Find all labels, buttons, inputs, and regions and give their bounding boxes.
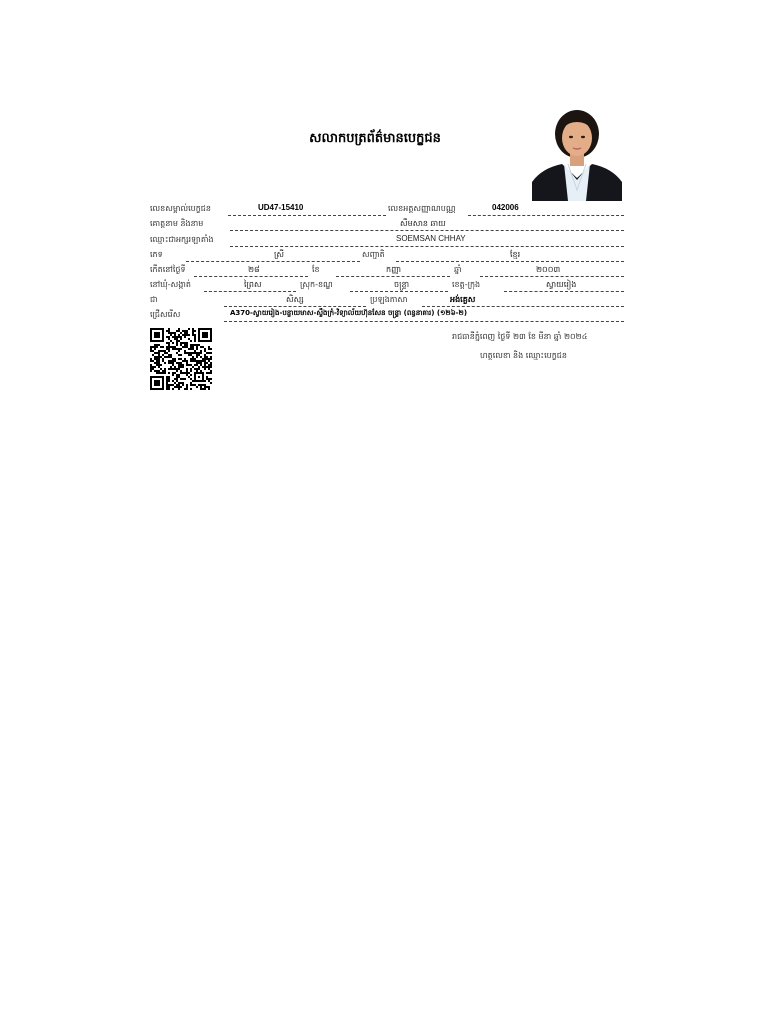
row-latin-name	[150, 234, 624, 249]
dashed-line	[350, 291, 448, 292]
dob-month-value: កញ្ញា	[386, 265, 402, 274]
latin-name-label: ឈ្មោះជាអក្សរឡាតាំង	[150, 235, 214, 244]
dashed-line	[504, 291, 624, 292]
dashed-line	[228, 215, 386, 216]
document-title: សលាកបត្រព័ត៌មានបេក្ខជន	[309, 131, 441, 146]
exam-language-label: ប្រឡងភាសា	[370, 295, 408, 304]
candidate-no-value: UD47-15410	[258, 203, 304, 212]
name-value: សឹមសាន ឆាយ	[400, 219, 446, 228]
center-label: ជ្រើសរើស	[150, 310, 181, 319]
exam-language-value: អង់គ្លេស	[450, 295, 476, 304]
dashed-line	[224, 321, 624, 322]
village-label: នៅឃុំ-សង្កាត់	[150, 280, 191, 289]
dob-year-value: ២០០៣	[536, 265, 561, 274]
dashed-line	[230, 246, 624, 247]
status-label: ជា	[150, 295, 158, 304]
province-value: ស្វាយរៀង	[546, 280, 577, 289]
nationality-label: សញ្ជាតិ	[362, 250, 385, 259]
dob-day-value: ២៨	[248, 265, 260, 274]
id-no-value: 042006	[492, 203, 519, 212]
month-label: ខែ	[312, 265, 320, 274]
row-sex-nationality	[150, 249, 624, 264]
district-value: ចន្ទ្រា	[394, 280, 410, 289]
sex-label: ភេទ	[150, 250, 163, 259]
signature-line: ហត្ថលេខា និង ឈ្មោះបេក្ខជន	[480, 351, 567, 360]
latin-name-value: SOEMSAN CHHAY	[396, 234, 466, 243]
dashed-line	[204, 291, 296, 292]
dashed-line	[468, 215, 624, 216]
id-no-label: លេខអត្តសញ្ញាណបណ្ណ	[388, 204, 456, 213]
sex-value: ស្រី	[274, 250, 284, 259]
dashed-line	[336, 276, 450, 277]
dashed-line	[480, 276, 624, 277]
row-exam-center	[150, 309, 624, 324]
province-label: ខេត្ត-ក្រុង	[452, 280, 481, 289]
row-place-of-birth	[150, 279, 624, 294]
dashed-line	[194, 276, 308, 277]
village-value: ព្រៃស	[244, 280, 262, 289]
year-label: ឆ្នាំ	[454, 265, 462, 274]
portrait-photo-icon	[532, 100, 622, 201]
row-name	[150, 218, 624, 233]
dashed-line	[422, 306, 624, 307]
dashed-line	[230, 230, 624, 231]
center-value: A370-ស្វាយរៀង-បន្ទាយមាស-ស្ទឹងក្រំ-វិទ្យាល័យហ៊ុនសែន ចន្ទ្រា (ពន្ធនាគារ) (១២៦-២)	[230, 309, 468, 317]
dashed-line	[224, 306, 366, 307]
dashed-line	[396, 261, 624, 262]
name-label: គោត្តនាម និងនាម	[150, 219, 204, 228]
qr-code-icon	[150, 328, 212, 390]
row-candidate-number	[150, 203, 624, 218]
district-label: ស្រុក-ខណ្ឌ	[300, 280, 333, 289]
dashed-line	[186, 261, 360, 262]
dob-label: កើតនៅថ្ងៃទី	[150, 265, 186, 274]
row-status-language	[150, 294, 624, 309]
row-date-of-birth	[150, 264, 624, 279]
date-line: រាជធានីភ្នំពេញ ថ្ងៃទី ២៣ ខែ មីនា ឆ្នាំ ២០២៤	[452, 332, 588, 341]
nationality-value: ខ្មែរ	[510, 250, 521, 259]
status-value: សិស្ស	[286, 295, 304, 304]
candidate-no-label: លេខសម្គាល់បេក្ខជន	[150, 204, 211, 213]
